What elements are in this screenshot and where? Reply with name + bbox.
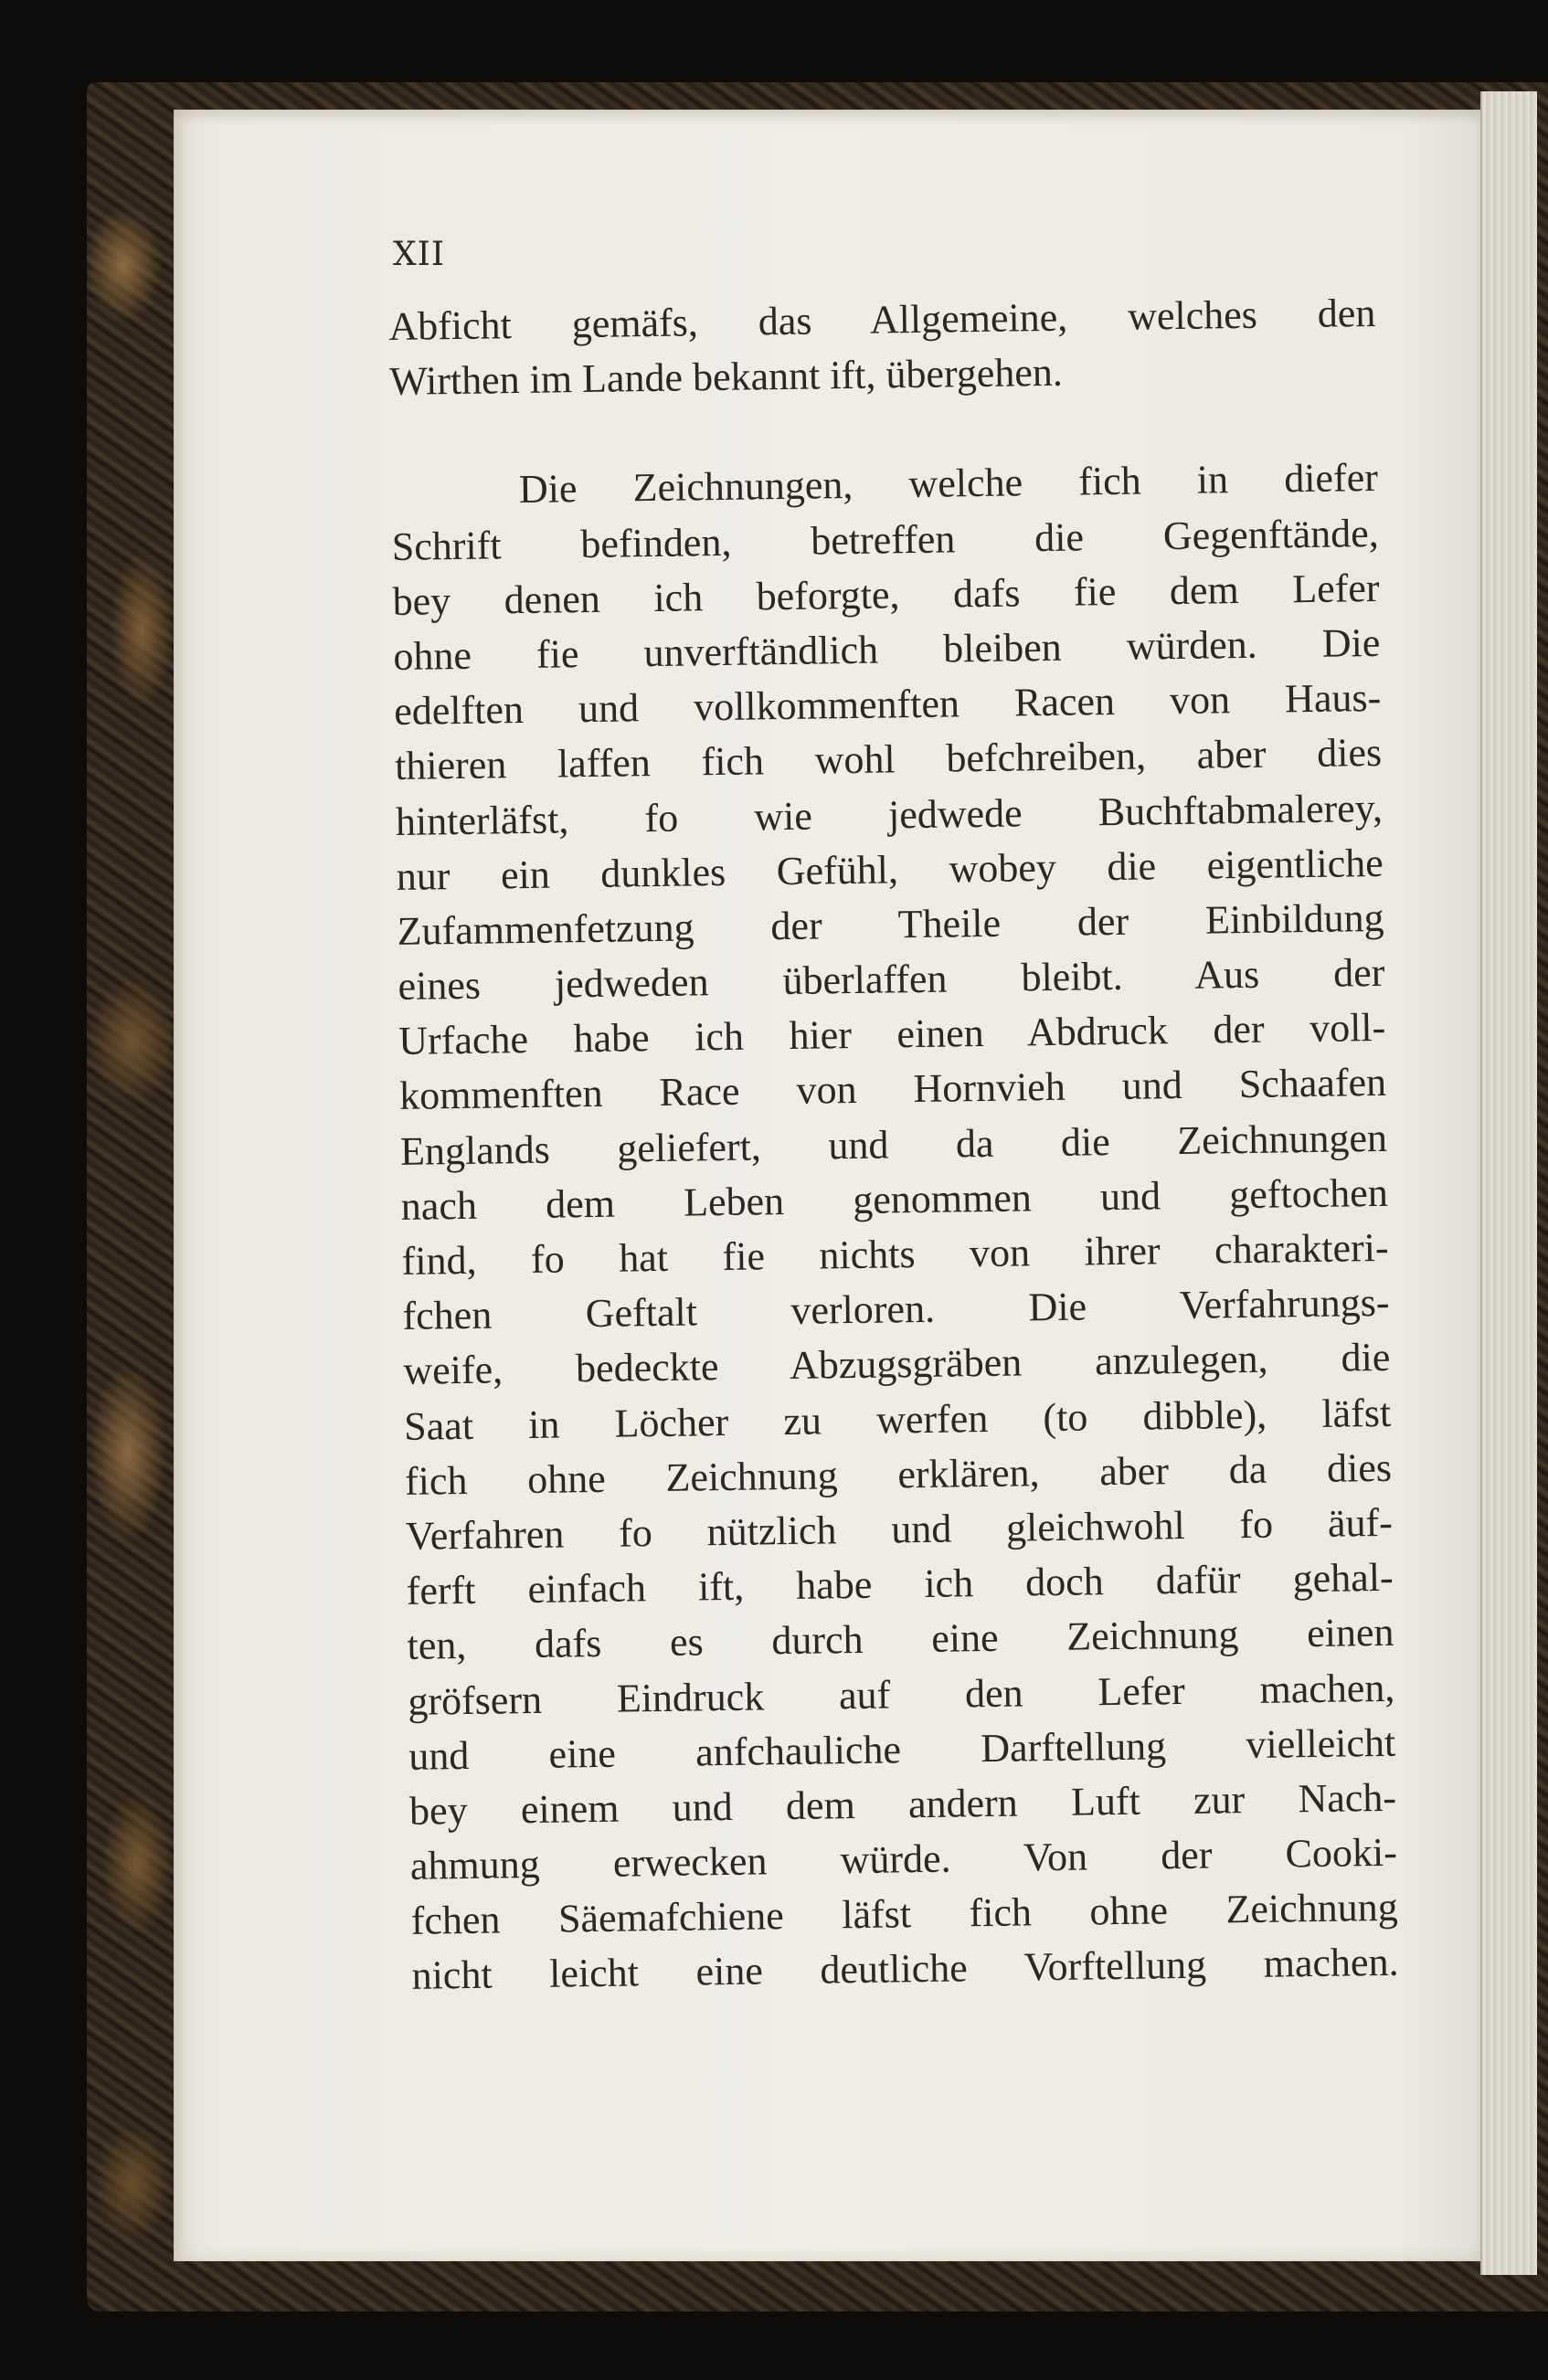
text-line: gröfsern Eindruck auf den Lefer machen, bbox=[408, 1665, 1395, 1724]
text-line: Schrift befinden, betreffen die Gegenftände, bbox=[391, 510, 1380, 569]
text-line: kommenften Race von Hornvieh und Schaafen bbox=[398, 1060, 1387, 1119]
text-line: edelften und vollkommenften Racen von Haus- bbox=[393, 675, 1382, 735]
text-line: Verfahren fo nützlich und gleichwohl fo äuf- bbox=[405, 1499, 1394, 1559]
text-line: Abficht gemäfs, das Allgemeine, welches den bbox=[388, 290, 1376, 349]
text-line: eines jedweden überlaffen bleibt. Aus der bbox=[398, 949, 1385, 1009]
paragraph-1 bbox=[388, 286, 1377, 409]
text-line: Wirthen im Lande bekannt ift, übergehen. bbox=[388, 349, 1064, 405]
text-line: find, fo hat fie nichts von ihrer charakteri- bbox=[401, 1224, 1389, 1284]
body-text bbox=[388, 286, 1399, 2004]
text-line: Saat in Löcher zu werfen (to dibble), läfst bbox=[403, 1390, 1392, 1449]
text-line: ohne fie unverftändlich bleiben würden. Die bbox=[393, 619, 1381, 679]
text-line: weife, bedeckte Abzugsgräben anzulegen, die bbox=[403, 1335, 1391, 1394]
text-line: Englands geliefert, und da die Zeichnungen bbox=[399, 1115, 1388, 1174]
text-line: bey denen ich beforgte, dafs fie dem Lefer bbox=[392, 565, 1380, 624]
text-line: nur ein dunkles Gefühl, wobey die eigentliche bbox=[396, 840, 1384, 899]
text-line: nicht leicht eine deutliche Vorftellung machen. bbox=[411, 1940, 1399, 1999]
text-line: Urfache habe ich hier einen Abdruck der voll- bbox=[398, 1005, 1386, 1064]
text-line: Zufammenfetzung der Theile der Einbildung bbox=[397, 894, 1384, 954]
text-line: hinterläfst, fo wie jedwede Buchftabmalerey, bbox=[395, 785, 1384, 844]
page-edges bbox=[1480, 91, 1537, 2275]
text-line: ten, dafs es durch eine Zeichnung einen bbox=[407, 1610, 1394, 1669]
text-line: und eine anfchauliche Darftellung vielleicht bbox=[408, 1719, 1396, 1779]
text-line: fich ohne Zeichnung erklären, aber da dies bbox=[404, 1444, 1393, 1504]
text-line: thieren laffen fich wohl befchreiben, aber dies bbox=[394, 730, 1383, 789]
text-line: fchen Geftalt verloren. Die Verfahrungs- bbox=[402, 1280, 1390, 1339]
text-line: Die Zeichnungen, welche fich in diefer bbox=[518, 455, 1379, 513]
text-line: ahmung erwecken würde. Von der Cooki- bbox=[409, 1829, 1398, 1888]
text-line: ferft einfach ift, habe ich doch dafür gehal- bbox=[406, 1554, 1394, 1613]
text-line: fchen Säemafchiene läfst fich ohne Zeichnung bbox=[410, 1885, 1399, 1944]
text-line: nach dem Leben genommen und geftochen bbox=[400, 1169, 1389, 1229]
paragraph-2 bbox=[391, 450, 1399, 2004]
page-number: XII bbox=[393, 236, 446, 273]
text-line: bey einem und dem andern Luft zur Nach- bbox=[408, 1774, 1397, 1834]
